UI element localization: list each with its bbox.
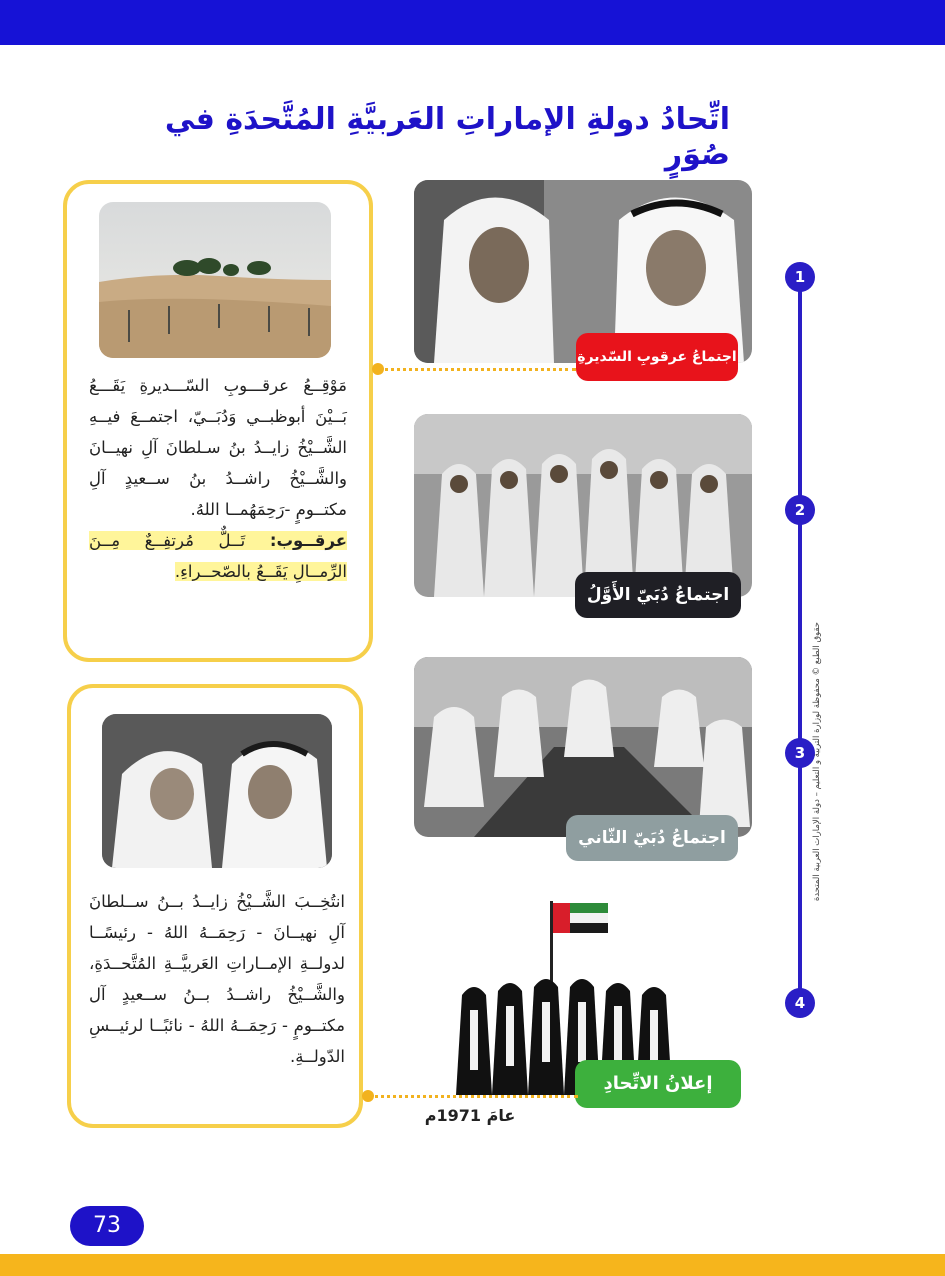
- connector-card2: [368, 1095, 578, 1098]
- label-dubai-first: اجتماعُ دُبَيّ الأَوَّلُ: [575, 572, 741, 618]
- union-year: عامَ 1971م: [424, 1106, 516, 1125]
- card1-text: مَوْقِــعُ عرقـــوبِ السّـــديرةِ يَقَـــعُ بَــيْنَ أبوظبــي وَدُبَــيّ، اجتمــعَ فيــهِ الشَّــيْخُ زايــدُ بنُ سـلطانَ آلِ نهيــانَ والشَّــيْخُ راشــدُ بنُ ســعيدٍ آلِ مكتــومٍ -رَحِمَهُمــا اللهُ.: [89, 376, 347, 519]
- timeline-step-4-number: 4: [785, 988, 815, 1018]
- info-card-election: [67, 684, 363, 1128]
- timeline-line: [798, 286, 802, 1006]
- timeline-step-2-number: 2: [785, 495, 815, 525]
- page-title: اتِّحادُ دولةِ الإماراتِ العَربيَّةِ المُتَّحدَةِ في صُوَرٍ: [164, 102, 730, 172]
- bottom-footer-bar: [0, 1254, 945, 1276]
- desert-photo: [99, 202, 331, 358]
- connector-card2-dot: [362, 1090, 374, 1102]
- label-urqub-meeting: اجتماعُ عرقوبِ السّديرةِ: [576, 333, 738, 381]
- label-dubai-second: اجتماعُ دُبَيّ الثّاني: [566, 815, 738, 861]
- dubai-second-meeting-photo: [414, 657, 752, 837]
- copyright-side-note: حقوق الطبع © محفوظة لوزارة التربية و التعليم – دولة الإمارات العربية المتحدة: [812, 622, 822, 902]
- card1-body: [89, 370, 347, 587]
- top-header-bar: [0, 0, 945, 45]
- info-card-urqub: [63, 180, 373, 662]
- connector-card1-dot: [372, 363, 384, 375]
- connector-card1: [378, 368, 576, 371]
- definition-text: تَــلٌّ مُرتفِــعٌ مِــنَ الرِّمــالِ يَقَــعُ بالصّحــراءِ.: [89, 531, 347, 581]
- page-number: 73: [70, 1206, 144, 1246]
- timeline-step-3-number: 3: [785, 738, 815, 768]
- card1-definition-block: [89, 531, 347, 581]
- definition-term: عرقــوب:: [269, 531, 347, 550]
- card2-body: انتُخِــبَ الشَّــيْخُ زايــدُ بــنُ ســلطانَ آلِ نهيــانَ - رَحِمَــهُ اللهُ - رئيسًــا لدولــةِ الإمــاراتِ العَربيَّــةِ المُتَّحــدَةِ، والشَّــيْخُ راشــدُ بــنُ ســعيدٍ آل مكتــومٍ - رَحِمَــهُ اللهُ - نائبًــا لرئيــسِ الدّولــةِ.: [89, 892, 345, 1066]
- label-union-declaration: إعلانُ الاتِّحادِ: [575, 1060, 741, 1108]
- leaders-talking-photo: [102, 714, 332, 868]
- dubai-first-meeting-photo: [414, 414, 752, 597]
- timeline-step-1-number: 1: [785, 262, 815, 292]
